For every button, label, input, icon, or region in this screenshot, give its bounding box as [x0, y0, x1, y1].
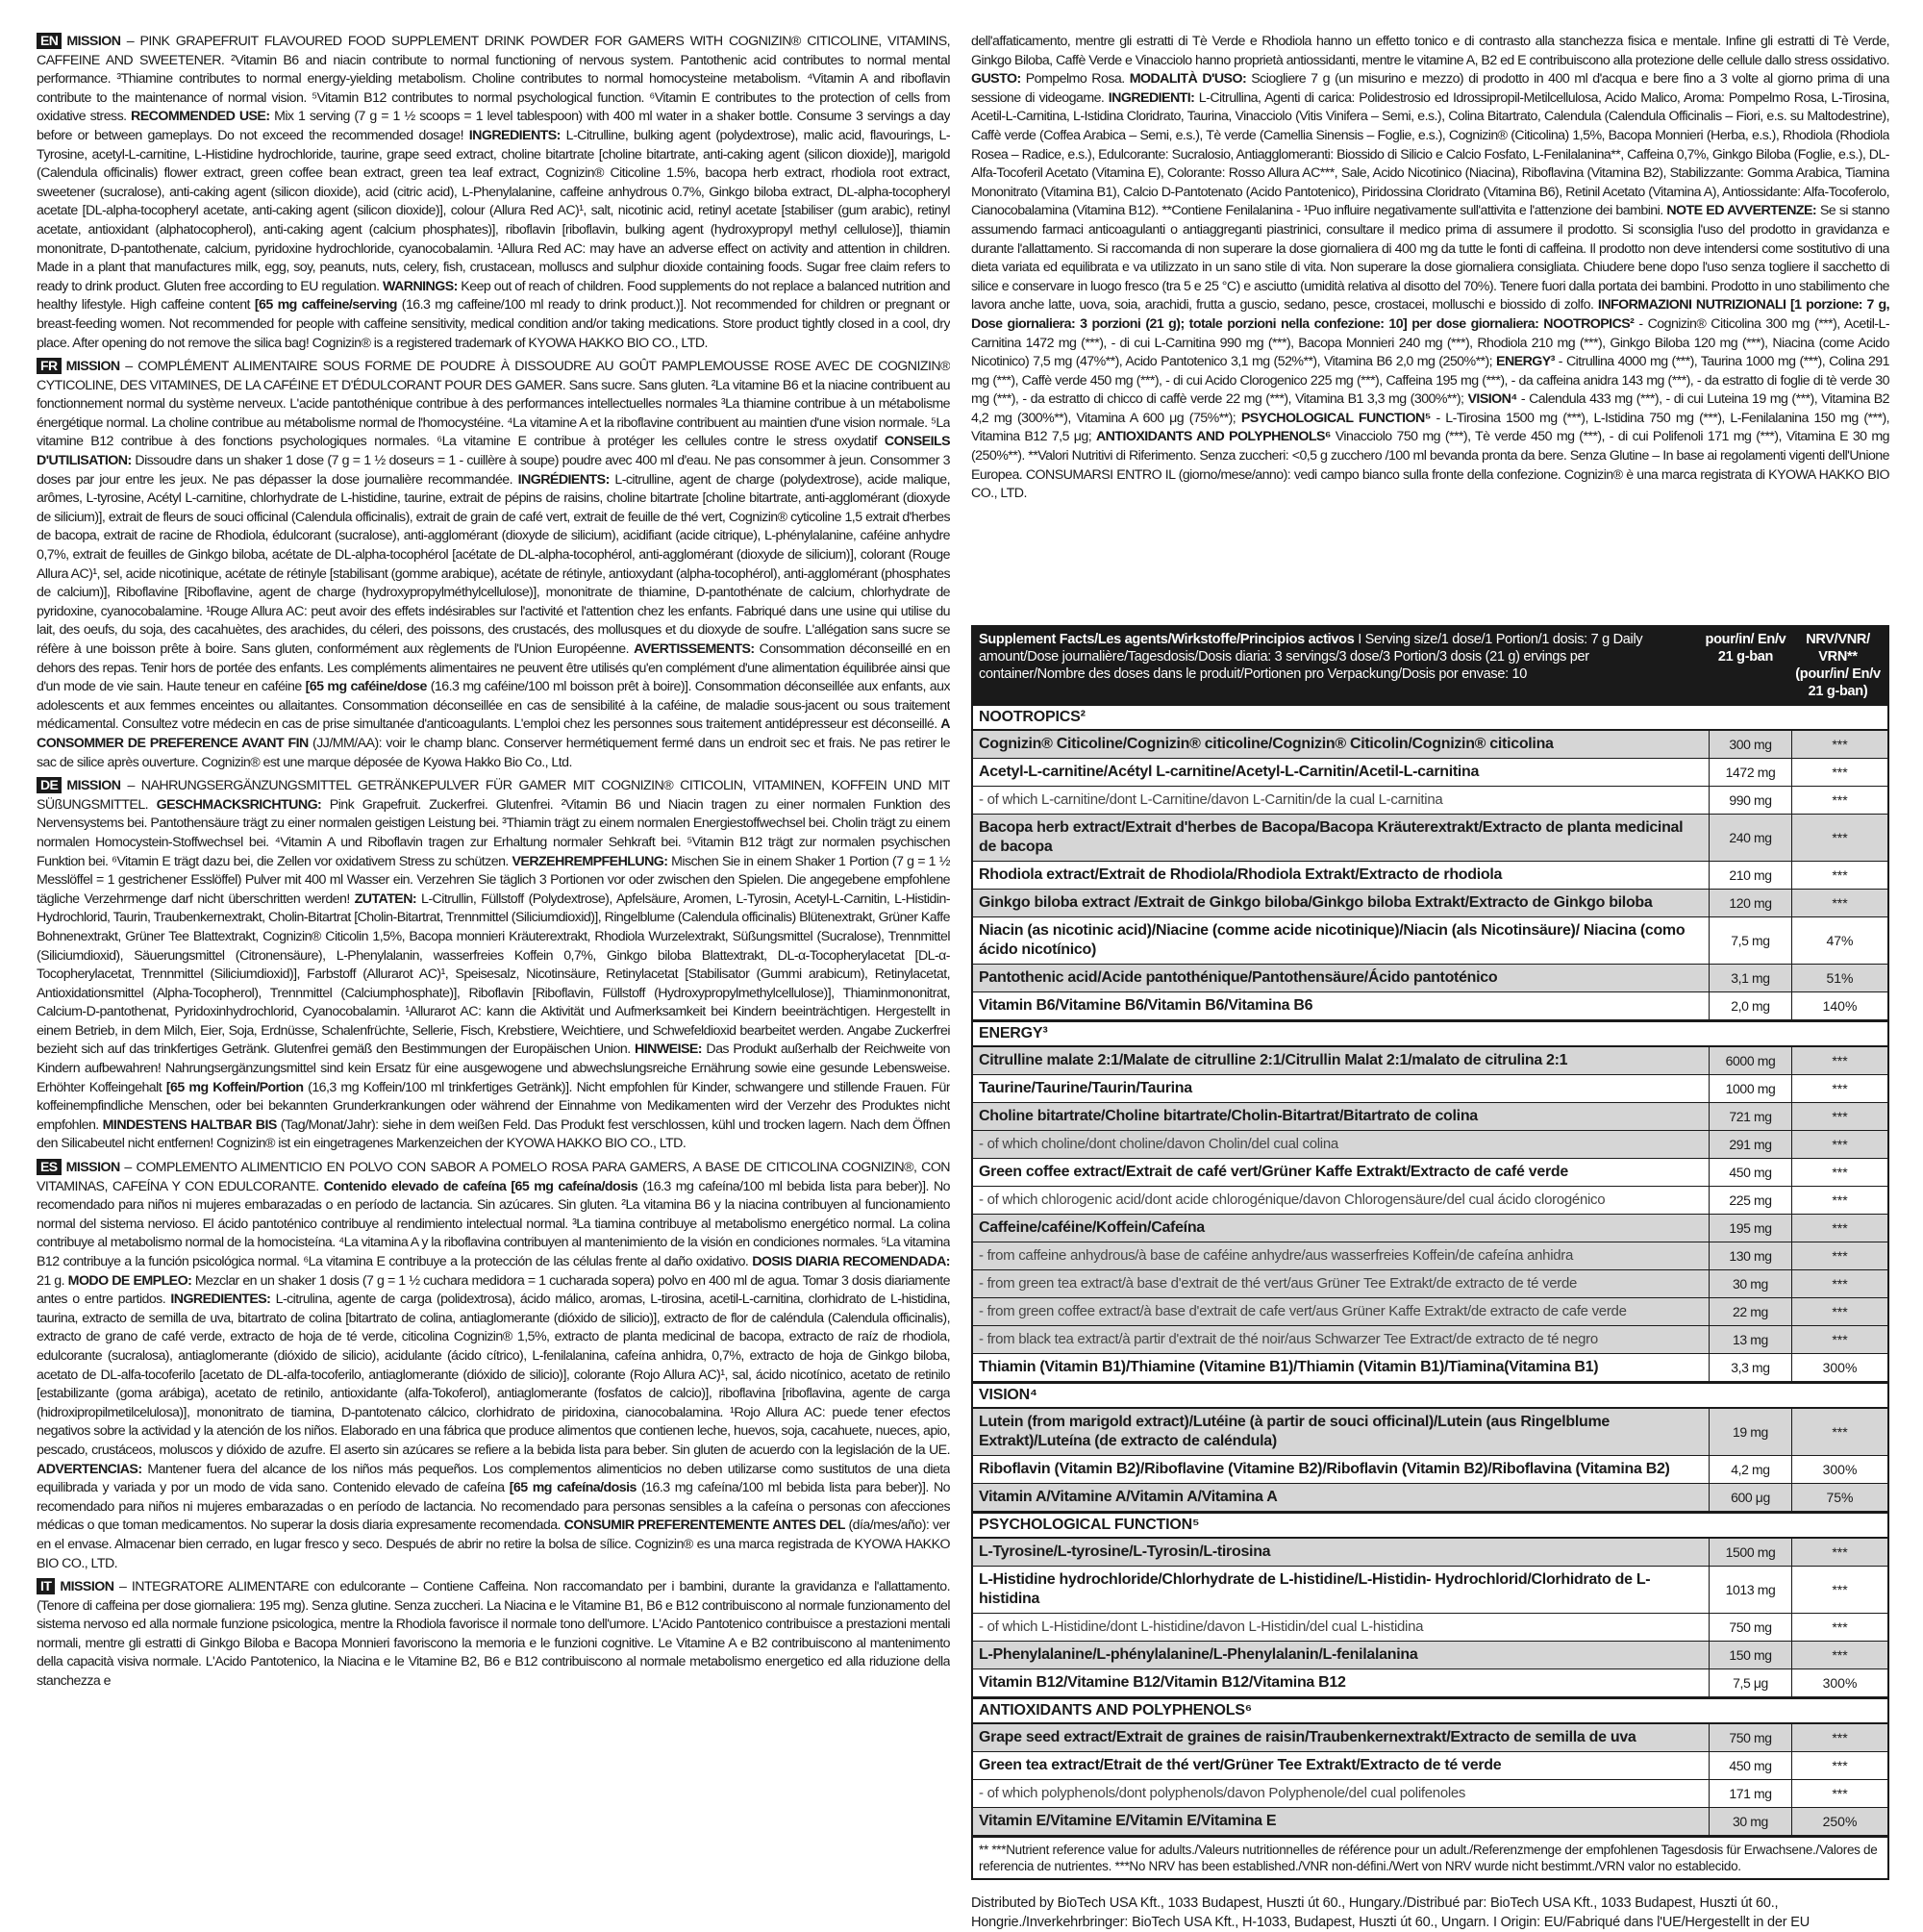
body-text: - L-Tirosina 1500 mg (***), L-Istidina 750 mg (***), L-Fenilalanina 150 mg (***), Vitamina B12 7,5 μg; [971, 410, 1889, 445]
table-row [973, 1484, 1887, 1512]
heading-text: ANTIOXIDANTS AND POLYPHENOLS⁶ [1095, 429, 1331, 445]
category-header: NOOTROPICS² [973, 704, 1887, 731]
ingredient-amount: 19 mg [1709, 1409, 1791, 1455]
ingredient-nrv: *** [1791, 1780, 1887, 1807]
body-text: Dissoudre dans un shaker 1 dose (7 g = 1 ½ doseurs = 1 - cuillère à soupe) poudre avec 400 ml d'eau. Ne pas consommer à jeun. Consommer 3 doses par jour entre les jeux. Ne pas dépasser la dose journalière recommandée. [37, 453, 950, 488]
ingredient-nrv: *** [1791, 1075, 1887, 1102]
heading-text: PSYCHOLOGICAL FUNCTION⁵ [1240, 410, 1431, 426]
ingredient-nrv: *** [1791, 1409, 1887, 1455]
body-text: Mezclar en un shaker 1 dosis (7 g = 1 ½ cuchara medidora = 1 cucharada sopera) polvo en 400 ml de agua. Tomar 3 dosis diariamente antes o entre partidos. [37, 1272, 950, 1308]
body-text: Pompelmo Rosa. [1020, 71, 1130, 88]
ingredient-amount: 2,0 mg [1709, 992, 1791, 1019]
ingredient-nrv: *** [1791, 1614, 1887, 1641]
body-text: (16.3 mg caféine/100 ml boisson prêt à boire)]. Consommation déconseillée aux enfants, aux adolescents et aux femmes enceintes ou allaitantes. Consommation déconseillée en cas de sensibilité à la caféine, de maladie sous-jacent ou sous traitement médicamental. Consultez votre médecin en cas de prise simultanée d'anticoagulants. L'emploi chez les personnes sous traitement antidépresseur est déconseillé. [37, 679, 950, 733]
category-header: ENERGY³ [973, 1020, 1887, 1047]
body-text: Mantener fuera del alcance de los niños más pequeños. Los complementos alimenticios no deben utilizarse como sustitutos de una dieta equilibrada y variada y por un modo de vida sano. Contenido elevado de cafeína [37, 1461, 950, 1496]
ingredient-label: Thiamin (Vitamin B1)/Thiamine (Vitamine B1)/Thiamin (Vitamin B1)/Tiamina(Vitamina B1) [979, 1359, 1599, 1375]
heading-text: NOTE ED AVVERTENZE: [1666, 203, 1817, 219]
heading-text: AVERTISSEMENTS: [634, 641, 755, 657]
ingredient-nrv: 75% [1791, 1484, 1887, 1511]
lang-tag-es: ES [37, 1159, 62, 1175]
ingredient-nrv: 47% [1791, 917, 1887, 964]
left-column [37, 33, 950, 1908]
ingredient-amount: 450 mg [1709, 1752, 1791, 1779]
heading-text: ENERGY³ [1496, 354, 1555, 370]
body-text: Das Produkt außerhalb der Reichweite von Kindern aufbewahren! Nahrungsergänzungsmittel sind kein Ersatz für eine ausgewogene und abwechslungsreiche Ernährung sowie eine gesunde Lebensweise. Erhöhter Koffeingehalt [37, 1041, 950, 1095]
ingredient-amount: 30 mg [1709, 1270, 1791, 1297]
body-text: – INTEGRATORE ALIMENTARE con edulcorante – Contiene Caffeina. Non raccomandato per i bambini, durante la gravidanza e l'allattamento. (Tenore di caffeina per dose giornaliera: 195 mg). Senza glutine. Senza zuccheri. La Niacina e le Vitamine B1, B6 e B12 contribuiscono al normale funzionamento del sistema nervoso ed alla normale funzione psicologica, mentre la Rhodiola favorisce il normale tono dell'umore. L'Acido Pantotenico contribuisce a prestazioni mentali normali, mentre gli estratti di Ginkgo Biloba e Bacopa Monnieri favoriscono la memoria e le funzioni cognitive. Le Vitamine A e B2 contribuiscono al mantenimento della capacità visiva normale. L'Acido Pantotenico, la Niacina e le Vitamine B2, B6 e B12 contribuiscono al normale metabolismo energetico ed alla riduzione della stanchezza e [37, 1579, 950, 1690]
body-text: Mischen Sie in einem Shaker 1 Portion (7 g = 1 ½ Messlöffel = 1 gestrichener Esslöffel) Pulver mit 400 ml Wasser ein. Verzehren Sie täglich 3 Portionen vor oder zwischen den Spielen. Die angegebene empfohlene tägliche Verzehrmenge darf nicht überschritten werden! [37, 853, 950, 907]
table-row [973, 1409, 1887, 1456]
ingredient-nrv: *** [1791, 862, 1887, 889]
ingredient-amount: 450 mg [1709, 1159, 1791, 1186]
ingredient-label: Cognizin® Citicoline/Cognizin® citicoline/Cognizin® Citicolin/Cognizin® citicolina [979, 736, 1554, 752]
heading-text: MISSION [60, 1579, 114, 1595]
ingredient-label: Vitamin A/Vitamine A/Vitamin A/Vitamina A [979, 1489, 1278, 1505]
category-header: VISION⁴ [973, 1382, 1887, 1409]
heading-text: A CONSOMMER DE PREFERENCE AVANT FIN [37, 716, 950, 751]
heading-text: INGREDIENTS: [468, 127, 561, 143]
ingredient-amount: 195 mg [1709, 1215, 1791, 1242]
body-text: (16.3 mg cafeína/100 ml bebida lista para beber)]. No recomendado para niños ni mujeres embarazadas o en período de lactancia. No recomendado para personas sensibles a la cafeína o personas con afecciones médicas o que toman medicamentos. No superar la dosis diaria expresamente recomendada. [37, 1480, 950, 1534]
table-row [973, 1539, 1887, 1567]
section-de [37, 777, 950, 1154]
ingredient-amount: 750 mg [1709, 1724, 1791, 1751]
ingredient-nrv: *** [1791, 1187, 1887, 1214]
body-text: – NAHRUNGSERGÄNZUNGSMITTEL GETRÄNKEPULVER FÜR GAMER MIT COGNIZIN® CITICOLIN, VITAMINEN, KOFFEIN UND MIT SÜßUNGSMITTEL. [37, 778, 950, 813]
ingredient-label: Vitamin E/Vitamine E/Vitamin E/Vitamina E [979, 1813, 1277, 1829]
table-footnote: ** ***Nutrient reference value for adults./Valeurs nutritionnelles de référence pour un adult./Referenzmenge der empfohlenen Tagesdosis für Erwachsene./Valores de referencia de nutrientes. ***No NRV has been established./VNR non-défini./Wert von NRV wurde nicht bestimmt./VRN valor no establecido. [973, 1836, 1887, 1878]
ingredient-label: Rhodiola extract/Extrait de Rhodiola/Rhodiola Extrakt/Extracto de rhodiola [979, 866, 1503, 883]
body-text: – COMPLEMENTO ALIMENTICIO EN POLVO CON SABOR A POMELO ROSA PARA GAMERS, A BASE DE CITICOLINA COGNIZIN®, CON VITAMINAS, CAFEÍNA Y CON EDULCORANTE. [37, 1160, 950, 1194]
table-row [973, 759, 1887, 787]
ingredient-label: Niacin (as nicotinic acid)/Niacine (comme acide nicotinique)/Niacin (als Nicotinsäure)/ Niacina (como ácido nicotínico) [979, 922, 1686, 958]
body-text: – PINK GRAPEFRUIT FLAVOURED FOOD SUPPLEMENT DRINK POWDER FOR GAMERS WITH COGNIZIN® CITICOLINE, VITAMINS, CAFFEINE AND SWEETENER. ²Vitamin B6 and niacin contribute to normal functioning of nervous system. Pantothenic acid contributes to normal mental performance. ³Thiamine contributes to normal energy-yielding metabolism. Choline contributes to normal homocysteine metabolism. ⁴Vitamin A and riboflavin contribute to the maintenance of normal vision. ⁵Vitamin B12 contributes to normal psychological function. ⁶Vitamin E contributes to the protection of cells from oxidative stress. [37, 34, 950, 125]
body-text: L-Citrullin, Füllstoff (Polydextrose), Apfelsäure, Aromen, L-Tyrosin, Acetyl-L-Carnitin, L-Histidin-Hydrochlorid, Taurin, Traubenkernextrakt, Cholin-Bitartrat [Cholin-Bitartrat, Trennmittel (Siliciumdioxid)], Ringelblume (Calendula officinalis) Blütenextrakt, Grüner Kaffe Bohnenextrakt, Grüner Tee Blattextrakt, Cognizin® Citicolin 1,5%, Bacopa monnieri Kräuterextrakt, Rhodiola Wurzelextrakt, Süßungsmittel (Sucralose), Trennmittel (Siliciumdioxid), Säuerungsmittel (Citronensäure), L-Phenylalanin, wasserfreies Koffein 0,7%, Ginkgo biloba Blattextrakt, DL-α-Tocopherylacetat [DL-α-Tocopherylacetat, Trennmittel (Siliciumdioxid)], Farbstoff (Allurarot AC)¹, Speisesalz, Nicotinsäure, Retinylacetat [Stabilisator (Gummi arabicum), Retinylacetat, Antioxidationsmittel (Alpha-Tocopherol), Trennmittel (Calciumphosphate)], Riboflavin [Riboflavin, Füllstoff (Hydroxypropylmethylcellulose)], Thiaminmononitrat, Calcium-D-pantothenat, Pyridoxinhydrochlorid, Cyanocobalamin. ¹Allurarot AC: kann die Aktivität und Aufmerksamkeit bei Kindern beeinträchtigen. Hergestellt in einem Betrieb, in dem Milch, Eier, Soja, Erdnüsse, Schalenfrüchte, Sellerie, Fisch, Krebstiere, Weichtiere, und Schwefeldioxid bearbeitet werden. Angabe Zuckerfrei bezieht sich auf das trinkfertiges Getränk. Glutenfrei gemäß den Bestimmungen der Europäischen Union. [37, 891, 950, 1058]
ingredient-amount: 3,3 mg [1709, 1354, 1791, 1381]
ingredient-nrv: *** [1791, 1270, 1887, 1297]
ingredient-amount: 225 mg [1709, 1187, 1791, 1214]
ingredient-label: Bacopa herb extract/Extrait d'herbes de Bacopa/Bacopa Kräuterextrakt/Extracto de planta medicinal de bacopa [979, 819, 1684, 855]
table-row [973, 1103, 1887, 1131]
lang-tag-fr: FR [37, 358, 62, 374]
ingredient-amount: 240 mg [1709, 815, 1791, 861]
ingredient-label: Acetyl-L-carnitine/Acétyl L-carnitine/Acetyl-L-Carnitin/Acetil-L-carnitina [979, 764, 1480, 780]
ingredient-label: - of which L-Histidine/dont L-histidine/davon L-Histidin/del cual L-histidina [979, 1618, 1424, 1635]
table-row [973, 1808, 1887, 1836]
table-row [973, 1724, 1887, 1752]
supplement-facts-table [971, 625, 1889, 1880]
body-text: Se si stanno assumendo farmaci anticoagulanti o antiaggreganti piastrinici, consultare il medico prima di assumere il prodotto. Si sconsiglia l'uso del prodotto in gravidanza e durante l'allattamento. Si raccomanda di non superare la dose giornaliera di 400 mg da tutte le fonti di caffeina. Il prodotto non deve intendersi come sostitutivo di una dieta variata ed equilibrata e va utilizzato in un sano stile di vita. Non superare la dose giornaliera consigliata. Chiudere bene dopo l'uso senza togliere il sacchetto di silice e conservare in luogo fresco (tra 5 e 25 °C) e asciutto (umidità relativa al disotto del 70%). Tenere fuori dalla portata dei bambini. Prodotto in uno stabilimento che lavora anche latte, uova, soia, arachidi, frutta a guscio, sedano, pesce, crostacei, molluschi e biossido di zolfo. [971, 203, 1889, 314]
ingredient-nrv: 300% [1791, 1354, 1887, 1381]
table-row [973, 1567, 1887, 1614]
heading-text: MISSION [66, 778, 121, 794]
body-text: L-Citrulline, bulking agent (polydextrose), malic acid, flavourings, L-Tyrosine, acetyl-L-carnitine, L-Histidine hydrochloride, taurine, grape seed extract, choline bitartrate [choline bitartrate, anti-caking agent (silicon dioxide)], marigold (Calendula officinalis) flower extract, green coffee bean extract, green tea leaf extract, Cognizin® Citicoline 1.5%, bacopa herb extract, rhodiola root extract, sweetener (sucralose), anti-caking agent (silicon dioxide), acid (citric acid), L-Phenylalanine, caffeine anhydrous 0.7%, Ginkgo biloba extract, DL-alpha-tocopheryl acetate [DL-alpha-tocopheryl acetate, anti-caking agent (silicon dioxide)], colour (Allura Red AC)¹, salt, nicotinic acid, retinyl acetate [stabiliser (gum arabic), retinyl acetate, antioxidant (alphatocopherol), anti-caking agent (calcium phosphates)], riboflavin [riboflavin, bulking agent (hydroxypropyl methyl cellulose)], thiamin mononitrate, D-pantothenate, calcium, pyridoxine hydrochloride, cyanocobalamin. ¹Allura Red AC: may have an adverse effect on activity and attention in children. Made in a plant that manufactures milk, egg, soy, peanuts, nuts, celery, fish, crustacean, molluscs and sulphur dioxide containing foods. Sugar free claim refers to ready to drink product. Gluten free according to EU regulation. [37, 127, 950, 294]
table-row [973, 1614, 1887, 1642]
table-row [973, 1159, 1887, 1187]
section-fr [37, 358, 950, 772]
heading-text: DOSIS DIARIA RECOMENDADA: [752, 1254, 950, 1269]
body-text: 21 g. [37, 1272, 68, 1289]
ingredient-nrv: *** [1791, 1215, 1887, 1242]
header-serving-info: I Serving size/1 dose/1 Portion/1 dosis: 7 g Daily amount/Dose journalière/Tagesdosis/Dosis diaria: 3 servings/3 dose/3 Portion/3 dosis (21 g) ervings per container/Nombre des doses dans le produit/Portionen pro Verpackung/Dosis por envase: 10 [979, 632, 1643, 682]
body-text: L-citrulline, agent de charge (polydextrose), acide malique, arômes, L-tyrosine, Acétyl L-carnitine, chlorhydrate de L-histidine, taurine, extrait de pépins de raisins, choline bitartrate [choline bitartrate, anti-agglomérant (dioxyde de silicium)], extrait de fleurs de souci officinal (Calendula officinalis), extrait de grain de café vert, extrait de feuille de thé vert, Cognizin® cyticoline 1,5 extrait d'herbes de bacopa, extrait de racine de Rhodiola, édulcorant (sucralose), anti-agglomérant (dioxyde de silicium), acidifiant (acide citrique), L-phénylalanine, caféine anhydre 0,7%, extrait de feuilles de Ginkgo biloba, acétate de DL-alpha-tocophérol [acétate de DL-alpha-tocophérol, anti-agglomérant (dioxyde de silicium)], colorant (Rouge Allura AC)¹, sel, acide nicotinique, acétate de rétinyle [stabilisant (gomme arabique), acétate de rétinyle, antioxydant (alpha-tocophérol), anti-agglomérant (phosphates de calcium)], Riboflavine [Riboflavine, agent de charge (hydroxypropylméthylcellulose)], mononitrate de thiamine, D-pantothénate de calcium, chlorhydrate de pyridoxine, cyanocobalamine. ¹Rouge Allura AC: peut avoir des effets indésirables sur l'activité et l'attention chez les enfants. Fabriqué dans une usine qui utilise du lait, des oeufs, du soja, des cacahuètes, des arachides, du céleri, des poissons, des crustacés, des mollusques et du dioxyde de soufre. L'allégation sans sucre se réfère à une boisson prête à boire. Sans gluten, conformément aux règlements de l'Union Européenne. [37, 471, 950, 657]
header-nrv-column: NRV/VNR/ VRN** (pour/in/ En/v 21 g-ban) [1795, 632, 1881, 699]
body-text: Sciogliere 7 g (un misurino e mezzo) di prodotto in 400 ml d'acqua e bere fino a 3 volte al giorno prima di una sessione di videogame. [971, 71, 1889, 106]
body-text: (16,3 mg Koffein/100 ml trinkfertiges Getränk)]. Nicht empfohlen für Kinder, schwangere und stillende Frauen. Für koffeinempfindliche Menschen, oder bei bekannten Grunderkrankungen oder während der Einnahme von Medikamenten wird der Verzehr des Produktes nicht empfohlen. [37, 1079, 950, 1133]
lang-tag-it: IT [37, 1578, 55, 1594]
distributor-info: Distributed by BioTech USA Kft., 1033 Budapest, Huszti út 60., Hungary./Distribué par: BioTech USA Kft., 1033 Budapest, Huszti út 60., Hongrie./Inverkehrbringer: BioTech USA Kft., H-1033, Budapest, Huszti út 60., Ungarn. I Origin: EU/Fabriqué dans l'UE/Hergestellt in der EU [971, 1895, 1810, 1930]
ingredient-amount: 210 mg [1709, 862, 1791, 889]
ingredient-amount: 7,5 μg [1709, 1669, 1791, 1696]
ingredient-label: Grape seed extract/Extrait de graines de raisin/Traubenkernextrakt/Extracto de semilla de uva [979, 1729, 1636, 1745]
ingredient-amount: 150 mg [1709, 1642, 1791, 1669]
ingredient-nrv: *** [1791, 1724, 1887, 1751]
table-row [973, 1242, 1887, 1270]
ingredient-amount: 3,1 mg [1709, 965, 1791, 991]
ingredient-amount: 1500 mg [1709, 1539, 1791, 1566]
ingredient-nrv: *** [1791, 759, 1887, 786]
ingredient-amount: 130 mg [1709, 1242, 1791, 1269]
ingredient-label: - of which choline/dont choline/davon Cholin/del cual colina [979, 1136, 1338, 1152]
ingredient-nrv: *** [1791, 1047, 1887, 1074]
heading-text: [65 mg Koffein/Portion [165, 1079, 304, 1095]
heading-text: GESCHMACKSRICHTUNG: [156, 796, 322, 813]
heading-text: MODO DE EMPLEO: [67, 1272, 192, 1289]
ingredient-label: Vitamin B6/Vitamine B6/Vitamin B6/Vitamina B6 [979, 997, 1313, 1014]
table-row [973, 1326, 1887, 1354]
ingredient-nrv: 140% [1791, 992, 1887, 1019]
heading-text: CONSEILS D'UTILISATION: [37, 434, 950, 469]
ingredient-nrv: *** [1791, 1159, 1887, 1186]
ingredient-amount: 6000 mg [1709, 1047, 1791, 1074]
body-text: dell'affaticamento, mentre gli estratti di Tè Verde e Rhodiola hanno un effetto tonico e di contrasto alla stanchezza fisica e mentale. Infine gli estratti di Tè Verde, Ginkgo Biloba, Caffè Verde e Vinacciolo hanno proprietà antiossidanti, mentre le vitamine A, B2 ed E contribuiscono alla protezione delle cellule dallo stress ossidativo. [971, 34, 1889, 68]
heading-text: INFORMAZIONI NUTRIZIONALI [1 porzione: 7 g, Dose giornaliera: 3 porzioni (21 g); totale porzioni nella confezione: 10] per dose giornaliera: NOOTROPICS² [971, 297, 1889, 332]
heading-text: GUSTO: [971, 71, 1021, 88]
ingredient-label: Riboflavin (Vitamin B2)/Riboflavine (Vitamine B2)/Riboflavin (Vitamin B2)/Riboflavina (Vitamina B2) [979, 1461, 1670, 1477]
table-row [973, 917, 1887, 965]
body-text: (JJ/MM/AA): voir le champ blanc. Conserver hermétiquement fermé dans un endroit sec et frais. Ne pas retirer le sac de silice après ouverture. Cognizin® est une marque déposée de Kyowa Hakko Bio Co., Ltd. [37, 735, 950, 770]
ingredient-nrv: 300% [1791, 1456, 1887, 1483]
ingredient-amount: 990 mg [1709, 787, 1791, 814]
ingredient-label: L-Phenylalanine/L-phénylalanine/L-Phenylalanin/L-fenilalanina [979, 1646, 1418, 1663]
heading-text: Contenido elevado de cafeína [65 mg cafeína/dosis [323, 1178, 638, 1194]
ingredient-nrv: *** [1791, 1642, 1887, 1669]
table-row [973, 1270, 1887, 1298]
ingredient-nrv: *** [1791, 1298, 1887, 1325]
ingredient-label: L-Tyrosine/L-tyrosine/L-Tyrosin/L-tirosina [979, 1543, 1271, 1560]
heading-text: [65 mg cafeína/dosis [509, 1480, 637, 1496]
body-text: Pink Grapefruit. Zuckerfrei. Glutenfrei. ²Vitamin B6 und Niacin tragen zu einer normalen Funktion des Nervensystems bei. Pantothensäure trägt zu einer normalen geistigen Leistung bei. ³Thiamin trägt zu einem normalen Energiestoffwechsel bei. Cholin trägt zu einem normalen Homocystein-Stoffwechsel bei. ⁴Vitamin A und Riboflavin tragen zur Erhaltung normaler Sehkraft bei. ⁵Vitamin B12 trägt zur normalen psychischen Funktion bei. ⁶Vitamin E trägt dazu bei, die Zellen vor oxidativem Stress zu schützen. [37, 796, 950, 869]
table-row [973, 1456, 1887, 1484]
table-row [973, 787, 1887, 815]
heading-text: MINDESTENS HALTBAR BIS [102, 1117, 277, 1133]
table-row [973, 731, 1887, 759]
table-row [973, 862, 1887, 890]
heading-text: INGREDIENTES: [170, 1292, 271, 1308]
ingredient-label: - of which chlorogenic acid/dont acide chlorogénique/davon Chlorogensäure/del cual ácido clorogénico [979, 1192, 1606, 1208]
ingredient-label: - from green tea extract/à base d'extrait de thé vert/aus Grüner Tee Extrakt/de extracto de té verde [979, 1275, 1578, 1292]
section-en [37, 33, 950, 353]
body-text: L-citrulina, agente de carga (polidextrosa), ácido málico, aromas, L-tirosina, acetil-L-carnitina, clorhidrato de L-histidina, taurina, extracto de semilla de uva, bitartrato de colina [bitartrato de colina, antiaglomerante (dióxido de silicio)], extracto de flor de caléndula (Calendula officinalis), extracto de grano de café verde, extracto de hoja de té verde, citicolina Cognizin® 1,5%, extracto de planta medicinal de bacopa, extracto de raíz de rhodiola, edulcorante (sucralosa), antiaglomerante (dióxido de silicio), acidulante (ácido cítrico), L-fenilalanina, cafeína anhidra, 0,7%, extracto de hoja de Ginkgo biloba, acetato de DL-alfa-tocoferilo [acetato de DL-alfa-tocoferilo, antiaglomerante (dióxido de silicio)], colorante (Rojo Allura AC)¹, sal, ácido nicotínico, acetato de retinilo [estabilizante (goma arábiga), acetato de retinilo, antioxidante (alfa-Tokoferol), antiaglomerante (fosfatos de calcio)], riboflavina [riboflavina, agente de carga (hidroxipropilmetilcelulosa)], mononitrato de tiamina, D-pantotenato cálcico, clorhidrato de piridoxina, cianocobalamina. ¹Rojo Allura AC: puede tener efectos negativos sobre la actividad y la atención de los niños. Elaborado en una fábrica que produce alimentos que contienen leche, huevos, soja, cacahuete, nueces, apio, pescado, crustáceos, moluscos y dióxido de azufre. El aserto sin azúcares se refiere a la bebida lista para beber. Sin gluten de acuerdo con la legislación de la UE. [37, 1292, 950, 1458]
lang-tag-en: EN [37, 33, 62, 49]
body-text: - Cognizin® Citicolina 300 mg (***), Acetil-L-Carnitina 1472 mg (***), - di cui L-Carnitina 990 mg (***), Bacopa Monnieri 240 mg (***), Rhodiola 210 mg (***), Ginkgo Biloba 120 mg (***), Niacina (come Acido Nicotinico) 7,5 mg (47%**), Acido Pantotenico 3,1 mg (52%**), Vitamina B6 2,0 mg (250%**); [971, 315, 1889, 370]
table-row [973, 1187, 1887, 1215]
body-text: Mix 1 serving (7 g = 1 ½ scoops = 1 level tablespoon) with 400 ml water in a shaker bottle. Consume 3 servings a day before or between gameplays. Do not exceed the recommended dosage! [37, 109, 950, 143]
heading-text: VISION⁴ [1467, 391, 1517, 408]
heading-text: [65 mg caffeine/serving [254, 297, 397, 314]
header-description [973, 627, 1703, 704]
body-text: – COMPLÉMENT ALIMENTAIRE SOUS FORME DE POUDRE À DISSOUDRE AU GOÛT PAMPLEMOUSSE ROSE AVEC DE COGNIZIN® CYTICOLINE, DES VITAMINES, DE LA CAFÉINE ET D'ÉDULCORANT POUR DES GAMER. Sans sucre. Sans gluten. ²La vitamine B6 et la niacine contribuent au fonctionnement normal du système nerveux. L'acide pantothénique contribue à des performances intellectuelles normales ³La thiamine contribue à un métabolisme énergétique normal. La choline contribue au métabolisme normal de l'homocystéine. ⁴La vitamine A et la riboflavine contribuent au maintien d'une vision normale. ⁵La vitamine B12 contribue à des fonctions psychologiques normales. ⁶La vitamine E contribue à protéger les cellules contre le stress oxydatif [37, 359, 950, 450]
header-title: Supplement Facts/Les agents/Wirkstoffe/Principios activos [979, 632, 1355, 647]
category-header: PSYCHOLOGICAL FUNCTION⁵ [973, 1512, 1887, 1539]
ingredient-label: Green tea extract/Etrait de thé vert/Grüner Tee Extrakt/Extracto de té verde [979, 1757, 1502, 1773]
ingredient-nrv: 250% [1791, 1808, 1887, 1835]
heading-text: CONSUMIR PREFERENTEMENTE ANTES DEL [563, 1518, 845, 1534]
heading-text: ADVERTENCIAS: [37, 1461, 142, 1477]
ingredient-nrv: *** [1791, 731, 1887, 758]
ingredient-nrv: *** [1791, 1567, 1887, 1613]
ingredient-label: - of which L-carnitine/dont L-Carnitine/davon L-Carnitin/de la cual L-carnitina [979, 791, 1443, 808]
table-row [973, 992, 1887, 1020]
ingredient-amount: 30 mg [1709, 1808, 1791, 1835]
heading-text: [65 mg caféine/dose [305, 679, 427, 695]
ingredient-nrv: *** [1791, 1131, 1887, 1158]
table-row [973, 1752, 1887, 1780]
ingredient-amount: 4,2 mg [1709, 1456, 1791, 1483]
table-row [973, 1354, 1887, 1382]
heading-text: INGREDIENTI: [1108, 89, 1195, 106]
heading-text: VERZEHREMPFEHLUNG: [512, 853, 668, 869]
ingredient-nrv: *** [1791, 815, 1887, 861]
body-text: (día/mes/año): ver en el envase. Almacenar bien cerrado, en lugar fresco y seco. Después de abrir no retire la bolsa de sílice. Cognizin® es una marca registrada de KYOWA HAKKO BIO CO., LTD. [37, 1518, 950, 1571]
table-row [973, 1298, 1887, 1326]
ingredient-nrv: *** [1791, 1752, 1887, 1779]
supplement-facts-body [973, 704, 1887, 1836]
ingredient-nrv: *** [1791, 1539, 1887, 1566]
ingredient-label: Citrulline malate 2:1/Malate de citrulline 2:1/Citrullin Malat 2:1/malato de citrulina 2:1 [979, 1052, 1568, 1068]
table-row [973, 1047, 1887, 1075]
table-row [973, 815, 1887, 862]
table-row [973, 965, 1887, 992]
heading-text: RECOMMENDED USE: [131, 109, 270, 125]
ingredient-amount: 22 mg [1709, 1298, 1791, 1325]
ingredient-amount: 1013 mg [1709, 1567, 1791, 1613]
body-text: - Citrullina 4000 mg (***), Taurina 1000 mg (***), Colina 291 mg (***), Caffè verde 450 mg (***), - di cui Acido Clorogenico 225 mg (***), Caffeina 195 mg (***), - da caffeina anidra 143 mg (***), - da estratto di foglie di tè verde 30 mg (***), - da estratto di chicco di caffè verde 22 mg (***), Vitamina B1 3,3 mg (300%**); [971, 354, 1889, 408]
ingredient-nrv: *** [1791, 1326, 1887, 1353]
ingredient-label: Ginkgo biloba extract /Extrait de Ginkgo biloba/Ginkgo biloba Extrakt/Extracto de Ginkgo biloba [979, 894, 1653, 911]
body-text: (16.3 mg caffeine/100 ml ready to drink product.)]. Not recommended for children or pregnant or breast-feeding women. Not recommended for people with caffeine sensitivity, medical condition and/or taking medications. Store product tightly closed in a cool, dry place. After opening do not remove the silica bag! Cognizin® is a registered trademark of KYOWA HAKKO BIO CO., LTD. [37, 297, 950, 351]
ingredient-nrv: *** [1791, 1103, 1887, 1130]
ingredient-amount: 1472 mg [1709, 759, 1791, 786]
table-row [973, 1131, 1887, 1159]
ingredient-amount: 600 μg [1709, 1484, 1791, 1511]
section-it [37, 1578, 950, 1692]
right-column [971, 33, 1889, 1930]
ingredient-nrv: *** [1791, 890, 1887, 916]
table-row [973, 1642, 1887, 1669]
ingredient-nrv: 51% [1791, 965, 1887, 991]
heading-text: INGRÉDIENTS: [517, 471, 610, 488]
ingredient-label: - from green coffee extract/à base d'extrait de cafe vert/aus Grüner Kaffe Extrakt/de extracto de cafe verde [979, 1303, 1627, 1319]
table-row [973, 890, 1887, 917]
heading-text: WARNINGS: [383, 278, 458, 294]
ingredient-label: L-Histidine hydrochloride/Chlorhydrate de L-histidine/L-Histidin- Hydrochlorid/Clorhidrato de L-histidina [979, 1571, 1651, 1607]
heading-text: MISSION [65, 1160, 120, 1176]
ingredient-amount: 291 mg [1709, 1131, 1791, 1158]
ingredient-amount: 7,5 mg [1709, 917, 1791, 964]
table-row [973, 1780, 1887, 1808]
body-text: - Calendula 433 mg (***), - di cui Luteina 19 mg (***), Vitamina B2 4,2 mg (300%**), Vitamina A 600 μg (75%**); [971, 391, 1889, 426]
heading-text: HINWEISE: [635, 1041, 702, 1058]
header-amount-column: pour/in/ En/v 21 g-ban [1705, 632, 1786, 665]
heading-text: ZUTATEN: [354, 891, 417, 907]
ingredient-amount: 721 mg [1709, 1103, 1791, 1130]
section-es [37, 1159, 950, 1573]
supplement-facts-header [973, 627, 1887, 704]
heading-text: MISSION [65, 359, 120, 375]
ingredient-label: Taurine/Taurine/Taurin/Taurina [979, 1080, 1192, 1096]
heading-text: MISSION [66, 34, 121, 49]
ingredient-label: - from caffeine anhydrous/à base de caféine anhydre/aus wasserfreies Koffein/de cafeína anhidra [979, 1247, 1574, 1264]
table-row [973, 1215, 1887, 1242]
ingredient-label: Choline bitartrate/Choline bitartrate/Cholin-Bitartrat/Bitartrato de colina [979, 1108, 1478, 1124]
ingredient-label: Caffeine/caféine/Koffein/Cafeína [979, 1219, 1205, 1236]
body-text: (16.3 mg cafeína/100 ml bebida lista para beber)]. No recomendado para niños ni mujeres embarazadas o en período de lactancia. Sin azúcares. Sin gluten. ²La vitamina B6 y la niacina contribuyen al funcionamiento normal del sistema nervioso. El ácido pantoténico contribuye al rendimiento intelectual normal. ³La tiamina contribuye al metabolismo energético normal. La colina contribuye al metabolismo normal de la homocisteína. ⁴La vitamina A y la riboflavina contribuyen al mantenimiento de la visión en condiciones normales. ⁵La vitamina B12 contribuye a la función psicológica normal. ⁶La vitamina E contribuye a la protección de las células frente al daño oxidativo. [37, 1178, 950, 1269]
body-text: (Tag/Monat/Jahr): siehe in dem weißen Feld. Das Produkt fest verschlossen, kühl und trocken lagern. Nach dem Öffnen den Silicabeutel nicht entfernen! Cognizin® ist ein eingetragenes Markenzeichen der KYOWA HAKKO BIO CO., LTD. [37, 1117, 950, 1152]
ingredient-nrv: *** [1791, 787, 1887, 814]
ingredient-amount: 13 mg [1709, 1326, 1791, 1353]
ingredient-label: Pantothenic acid/Acide pantothénique/Pantothensäure/Ácido pantoténico [979, 969, 1498, 986]
ingredient-label: - from black tea extract/à partir d'extrait de thé noir/aus Schwarzer Tee Extract/de extracto de té negro [979, 1331, 1598, 1347]
ingredient-amount: 750 mg [1709, 1614, 1791, 1641]
body-text: Consommation déconseillé en en dehors des repas. Tenir hors de portée des enfants. Les compléments alimentaires ne peuvent être utilisés qu'en complément d'une alimentation équilibrée ainsi que d'un mode de vie sain. Haute teneur en caféine [37, 641, 950, 695]
ingredient-amount: 300 mg [1709, 731, 1791, 758]
ingredient-label: - of which polyphenols/dont polyphenols/davon Polyphenole/del cual polifenoles [979, 1785, 1466, 1801]
ingredient-nrv: 300% [1791, 1669, 1887, 1696]
ingredient-label: Vitamin B12/Vitamine B12/Vitamin B12/Vitamina B12 [979, 1674, 1346, 1691]
heading-text: MODALITÀ D'USO: [1129, 71, 1247, 88]
category-header: ANTIOXIDANTS AND POLYPHENOLS⁶ [973, 1697, 1887, 1724]
ingredient-amount: 171 mg [1709, 1780, 1791, 1807]
ingredient-amount: 120 mg [1709, 890, 1791, 916]
ingredient-label: Green coffee extract/Extrait de café vert/Grüner Kaffe Extrakt/Extracto de café verde [979, 1164, 1568, 1180]
ingredient-label: Lutein (from marigold extract)/Lutéine (à partir de souci officinal)/Lutein (aus Ringelblume Extrakt)/Luteína (de extracto de caléndula) [979, 1414, 1611, 1449]
section-it-continued [971, 33, 1889, 564]
body-text: L-Citrullina, Agenti di carica: Polidestrosio ed Idrossipropil-Metilcellulosa, Acido Malico, Aroma: Pompelmo Rosa, L-Tirosina, Acetil-L-Carnitina, L-Istidina Cloridrato, Taurina, Vinacciolo (Vitis Vinifera – Semi, e.s.), Colina Bitartrato, Calendula (Calendula Officinalis – Fiori, e.s. su Maltodestrine), Caffè verde (Coffea Arabica – Semi, e.s.), Tè verde (Camellia Sinensis – Foglie, e.s.), Cognizin® (Citicolina) 1,5%, Bacopa Monnieri (Herba, e.s.), Rhodiola (Rhodiola Rosea – Radice, e.s.), Edulcorante: Sucralosio, Antiagglomeranti: Biossido di Silicio e Calcio Fosfato, L-Fenilalanina**, Caffeina 0,7%, Ginkgo Biloba (Foglie, e.s.), DL-Alfa-Tocoferil Acetato (Vitamina E), Colorante: Rosso Allura AC***, Sale, Acido Nicotinico (Niacina), Riboflavina (Vitamina B2), Stabilizzante: Gomma Arabica, Tiamina Mononitrato (Vitamina B1), Calcio D-Pantotenato (Acido Pantotenico), Piridossina Cloridrato (Vitamina B6), Retinil Acetato (Vitamina A), Antiossidante: Alfa-Tocoferolo, Cianocobalamina (Vitamina B12). **Contiene Fenilalanina - ¹Puo influire negativamente sull'attivita e l'attenzione dei bambini. [971, 89, 1889, 219]
ingredient-nrv: *** [1791, 1242, 1887, 1269]
lang-tag-de: DE [37, 777, 62, 793]
body-text: Vinacciolo 750 mg (***), Tè verde 450 mg (***), - di cui Polifenoli 171 mg (***), Vitamina E 30 mg (250%**). **Valori Nutritivi di Riferimento. Senza zuccheri: <0,5 g zucchero /100 ml bevanda pronta da bere. Senza Glutine – In base ai regolamenti vigenti dell'Unione Europea. CONSUMARSI ENTRO IL (giorno/mese/anno): vedi campo bianco sulla fronte della confezione. Cognizin® è una marca registrata di KYOWA HAKKO BIO CO., LTD. [971, 429, 1889, 502]
ingredient-amount: 1000 mg [1709, 1075, 1791, 1102]
table-row [973, 1669, 1887, 1697]
body-text: Keep out of reach of children. Food supplements do not replace a balanced nutrition and healthy lifestyle. High caffeine content [37, 278, 950, 314]
table-row [973, 1075, 1887, 1103]
